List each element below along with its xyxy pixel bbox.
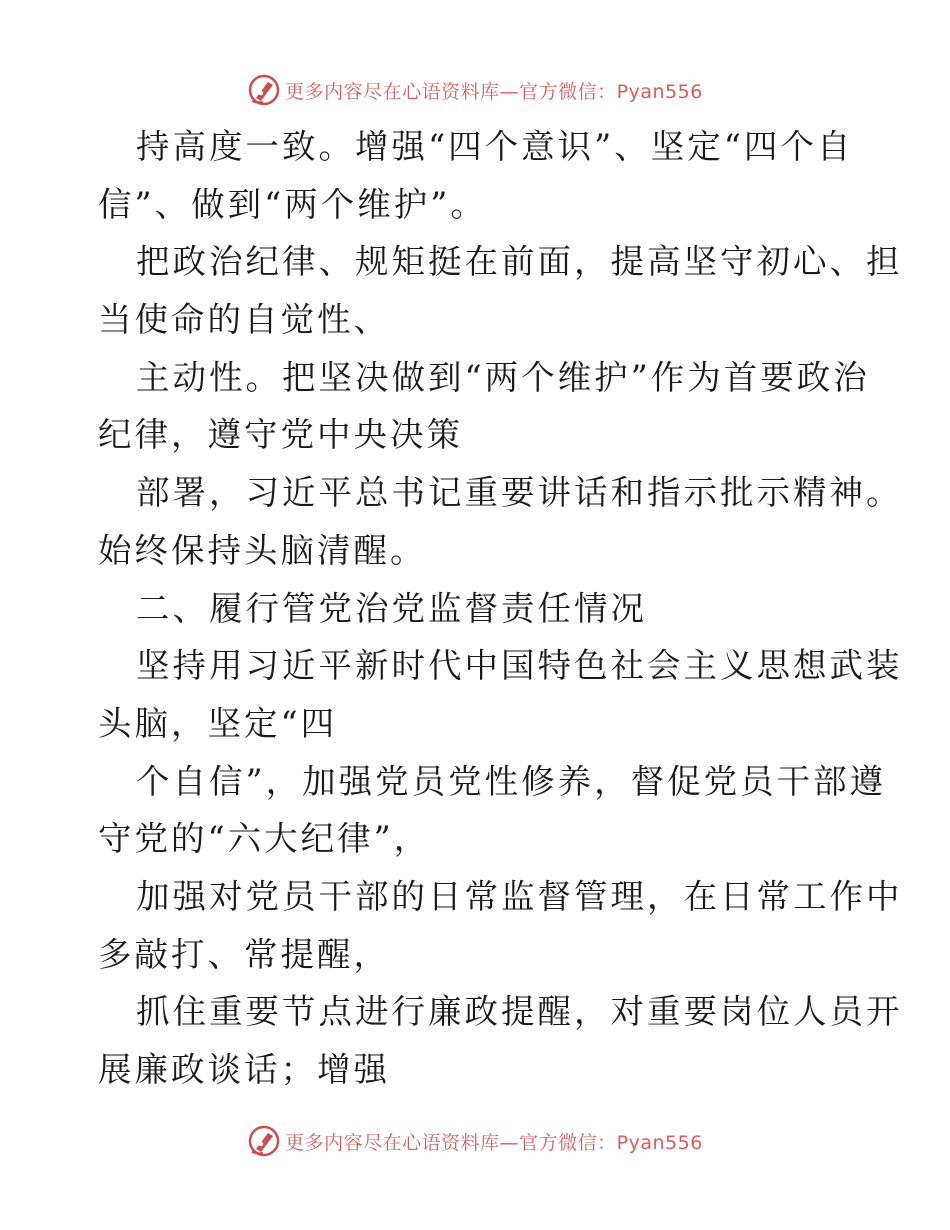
text-line: 当使命的自觉性、 [98, 300, 390, 340]
text-line: 加强对党员干部的日常监督管理，在日常工作中 [136, 876, 903, 916]
text-line: 展廉政谈话；增强 [98, 1050, 390, 1089]
text-line: 主动性。把坚决做到“两个维护”作为首要政治 [136, 357, 870, 397]
text-line: 把政治纪律、规矩挺在前面，提高坚守初心、担 [136, 242, 903, 282]
text-line: 始终保持头脑清醒。 [98, 530, 427, 570]
text-line: 守党的“六大纪律”， [98, 819, 431, 859]
watermark-text: 更多内容尽在心语资料库—官方微信：Pyan556 [285, 80, 703, 103]
text-line: 坚持用习近平新时代中国特色社会主义思想武装 [136, 646, 903, 686]
text-line: 持高度一致。增强“四个意识”、坚定“四个自 [136, 127, 854, 166]
text-line: 抓住重要节点进行廉政提醒，对重要岗位人员开 [136, 992, 903, 1032]
pen-nib-logo-icon [247, 1124, 281, 1158]
footer-watermark [0, 1121, 950, 1161]
pen-nib-logo-icon [247, 73, 281, 107]
document-body [98, 118, 903, 1099]
text-line: 纪律，遵守党中央决策 [98, 415, 463, 455]
watermark-text: 更多内容尽在心语资料库—官方微信：Pyan556 [285, 1131, 703, 1154]
text-line: 头脑，坚定“四 [98, 703, 338, 743]
section-heading: 二、履行管党治党监督责任情况 [136, 588, 647, 628]
text-line: 部署，习近平总书记重要讲话和指示批示精神。 [136, 473, 903, 513]
text-line: 个自信”，加强党员党性修养，督促党员干部遵 [136, 761, 887, 801]
text-line: 多敲打、常提醒， [98, 934, 390, 974]
header-watermark [0, 70, 950, 110]
text-line: 信”、做到“两个维护”。 [98, 184, 487, 224]
